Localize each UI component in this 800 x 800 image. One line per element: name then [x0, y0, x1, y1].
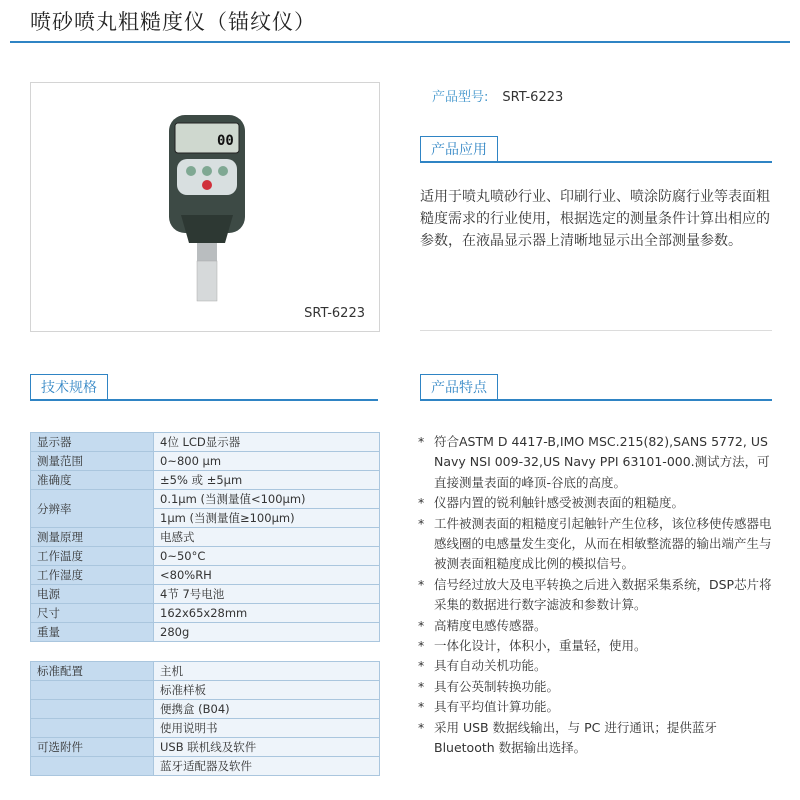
- feature-text: 具有自动关机功能。: [434, 658, 547, 674]
- table-row: [31, 528, 380, 547]
- spec-key: 电源: [31, 585, 154, 604]
- list-item: [418, 616, 778, 636]
- table-row: [31, 566, 380, 585]
- config-value: 蓝牙适配器及软件: [154, 757, 380, 776]
- list-item: [418, 677, 778, 697]
- table-row: [31, 738, 380, 757]
- application-heading: 产品应用: [420, 136, 498, 163]
- bullet-star-icon: *: [418, 515, 425, 531]
- spec-key: 测量范围: [31, 452, 154, 471]
- feature-text: 工件被测表面的粗糙度引起触针产生位移，该位移使传感器电感线圈的电感量发生变化，从而在相敏整流器的输出端产生与被测表面粗糙度成比例的模拟信号。: [434, 515, 772, 572]
- specs-section-header: [30, 374, 378, 404]
- config-key: 可选附件: [31, 738, 154, 757]
- spec-value: 4位 LCD显示器: [154, 433, 380, 452]
- model-number: [432, 86, 563, 105]
- spec-key: 测量原理: [31, 528, 154, 547]
- roughness-meter-illustration: [167, 115, 247, 305]
- config-value: 主机: [154, 662, 380, 681]
- config-key: [31, 681, 154, 700]
- bullet-star-icon: *: [418, 576, 425, 592]
- table-row: [31, 604, 380, 623]
- section-divider: [420, 399, 772, 401]
- feature-text: 信号经过放大及电平转换之后进入数据采集系统，DSP芯片将采集的数据进行数字滤波和参数计算。: [434, 576, 772, 613]
- feature-text: 一体化设计，体积小，重量轻，使用。: [434, 638, 647, 654]
- application-text: 适用于喷丸喷砂行业、印刷行业、喷涂防腐行业等表面粗糙度需求的行业使用，根据选定的测量条件计算出相应的参数，在液晶显示器上清晰地显示出全部测量参数。: [420, 189, 770, 249]
- table-row: [31, 719, 380, 738]
- model-value: SRT-6223: [502, 90, 564, 105]
- feature-text: 具有平均值计算功能。: [434, 699, 560, 715]
- spec-key: 工作湿度: [31, 566, 154, 585]
- application-section-header: [420, 136, 772, 166]
- spec-key: 分辨率: [31, 490, 154, 528]
- feature-text: 采用 USB 数据线输出，与 PC 进行通讯；提供蓝牙 Bluetooth 数据输出选择。: [434, 719, 717, 756]
- config-value: 标准样板: [154, 681, 380, 700]
- list-item: [418, 697, 778, 717]
- title-divider: [10, 41, 790, 43]
- table-row: [31, 662, 380, 681]
- photo-caption: SRT-6223: [304, 306, 365, 321]
- list-item: [418, 718, 778, 759]
- config-value: 便携盒 (B04): [154, 700, 380, 719]
- list-item: [418, 636, 778, 656]
- spec-table: [30, 432, 380, 642]
- bullet-star-icon: *: [418, 638, 425, 654]
- list-item: [418, 514, 778, 575]
- feature-list: [418, 432, 778, 759]
- table-row: [31, 623, 380, 642]
- model-label: 产品型号:: [432, 90, 489, 105]
- bullet-star-icon: *: [418, 617, 425, 633]
- spec-key: 尺寸: [31, 604, 154, 623]
- features-section-header: [420, 374, 772, 404]
- page-title: 喷砂喷丸粗糙度仪（锚纹仪）: [30, 10, 316, 34]
- spec-value: ±5% 或 ±5μm: [154, 471, 380, 490]
- table-row: [31, 471, 380, 490]
- spec-key: 工作温度: [31, 547, 154, 566]
- table-row: [31, 490, 380, 509]
- list-item: [418, 493, 778, 513]
- bullet-star-icon: *: [418, 495, 425, 511]
- table-row: [31, 700, 380, 719]
- spec-value: 280g: [154, 623, 380, 642]
- table-row: [31, 585, 380, 604]
- spec-key: 显示器: [31, 433, 154, 452]
- list-item: [418, 575, 778, 616]
- bullet-star-icon: *: [418, 699, 425, 715]
- config-value: USB 联机线及软件: [154, 738, 380, 757]
- spec-value: 电感式: [154, 528, 380, 547]
- specs-heading: 技术规格: [30, 374, 108, 401]
- feature-text: 符合ASTM D 4417-B,IMO MSC.215(82),SANS 5772, US Navy NSI 009-32,US Navy PPI 63101-000.测试方法，可直接测量表面的峰顶-谷底的高度。: [434, 434, 770, 490]
- section-divider: [420, 161, 772, 163]
- config-key: [31, 719, 154, 738]
- spec-value: 0.1μm (当测量值<100μm): [154, 490, 380, 509]
- config-key: [31, 700, 154, 719]
- table-row: [31, 547, 380, 566]
- spec-value: 0~50°C: [154, 547, 380, 566]
- table-row: [31, 452, 380, 471]
- list-item: [418, 656, 778, 676]
- section-divider: [30, 399, 378, 401]
- bullet-star-icon: *: [418, 434, 425, 449]
- spec-value: 4节 7号电池: [154, 585, 380, 604]
- list-item: [418, 432, 778, 493]
- product-photo: [30, 82, 380, 332]
- bullet-star-icon: *: [418, 658, 425, 674]
- bullet-star-icon: *: [418, 719, 425, 735]
- bullet-star-icon: *: [418, 678, 425, 694]
- table-row: [31, 433, 380, 452]
- spec-value: <80%RH: [154, 566, 380, 585]
- spec-key: 准确度: [31, 471, 154, 490]
- features-heading: 产品特点: [420, 374, 498, 401]
- config-table: [30, 661, 380, 776]
- spec-key: 重量: [31, 623, 154, 642]
- table-row: [31, 681, 380, 700]
- lcd-readout: 00: [217, 133, 234, 149]
- feature-text: 高精度电感传感器。: [434, 617, 547, 633]
- config-key: [31, 757, 154, 776]
- feature-text: 具有公英制转换功能。: [434, 678, 560, 694]
- spec-value: 162x65x28mm: [154, 604, 380, 623]
- config-key: 标准配置: [31, 662, 154, 681]
- config-value: 使用说明书: [154, 719, 380, 738]
- divider: [420, 330, 772, 331]
- spec-value: 0~800 μm: [154, 452, 380, 471]
- spec-value: 1μm (当测量值≥100μm): [154, 509, 380, 528]
- table-row: [31, 757, 380, 776]
- feature-text: 仪器内置的锐利触针感受被测表面的粗糙度。: [434, 495, 685, 511]
